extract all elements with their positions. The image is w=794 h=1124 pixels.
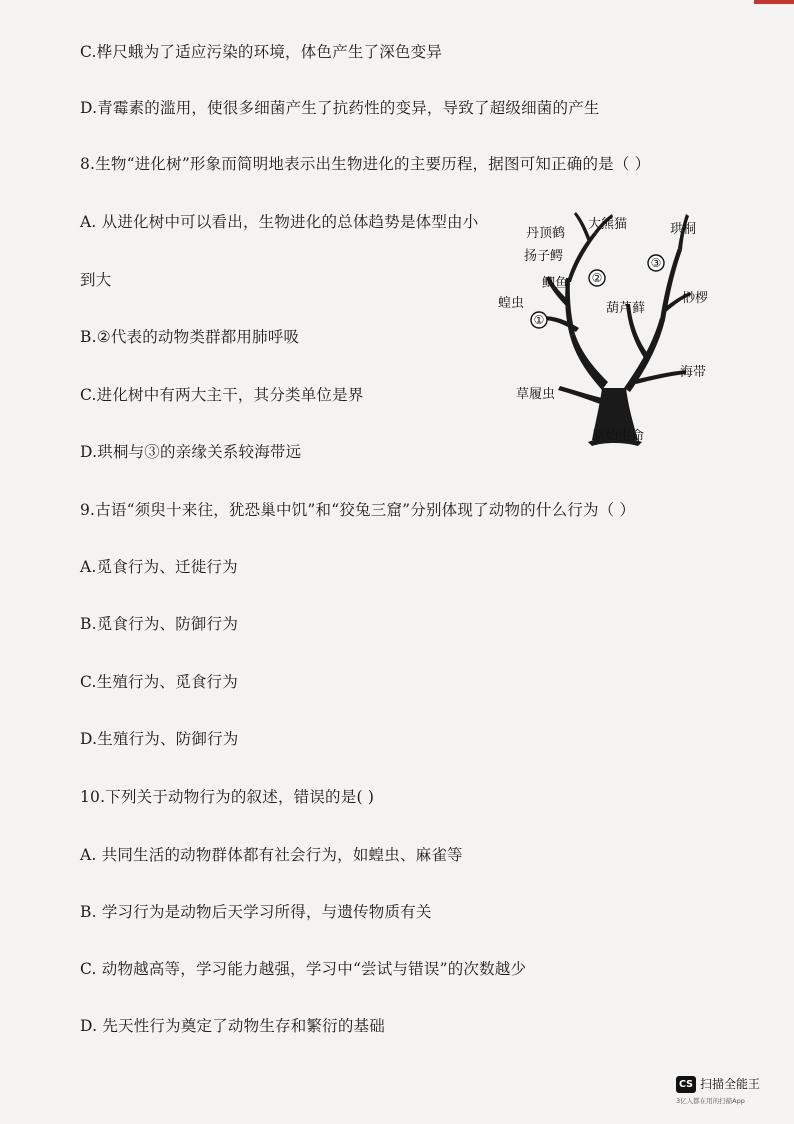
marker-one: ①	[533, 313, 545, 327]
q8-option-b: B.②代表的动物类群都用肺呼吸	[80, 328, 300, 346]
label-huluxian: 葫芦藓	[606, 301, 646, 316]
label-huangchong: 蝗虫	[498, 296, 525, 311]
label-caolüchong: 草履虫	[516, 387, 556, 402]
q7-option-c: C.桦尺蛾为了适应污染的环境，体色产生了深色变异	[80, 43, 443, 61]
evolution-tree-figure	[484, 208, 724, 453]
question-10: 10.下列关于动物行为的叙述，错误的是( )	[80, 788, 375, 806]
q8-option-a-cont: 到大	[80, 271, 112, 289]
scanner-tagline: 3亿人都在用的扫描App	[676, 1097, 745, 1105]
q9-option-b: B.觅食行为、防御行为	[80, 615, 239, 633]
label-gongtong: 珙桐	[670, 222, 697, 237]
marker-two: ②	[591, 271, 603, 285]
q9-option-d: D.生殖行为、防御行为	[80, 730, 239, 748]
q7-option-d: D.青霉素的滥用，使很多细菌产生了抗药性的变异，导致了超级细菌的产生	[80, 99, 600, 117]
q10-option-c: C. 动物越高等，学习能力越强，学习中“尝试与错误”的次数越少	[80, 960, 527, 978]
q9-option-c: C.生殖行为、觅食行为	[80, 673, 238, 691]
scanner-watermark	[676, 1074, 776, 1110]
q10-option-b: B. 学习行为是动物后天学习所得，与遗传物质有关	[80, 903, 432, 921]
q8-option-c: C.进化树中有两大主干，其分类单位是界	[80, 386, 364, 404]
question-8: 8.生物“进化树”形象而简明地表示出生物进化的主要历程，据图可知正确的是（ ）	[80, 155, 651, 173]
q8-option-a: A. 从进化树中可以看出，生物进化的总体趋势是体型由小	[80, 213, 479, 231]
q8-option-d: D.珙桐与③的亲缘关系较海带远	[80, 443, 302, 461]
label-daxiongmao: 大熊猫	[588, 217, 628, 232]
camscanner-logo-icon: CS	[676, 1076, 696, 1093]
label-haidai: 海带	[680, 365, 707, 380]
label-suoluo: 桫椤	[682, 291, 709, 306]
scanner-app-name: 扫描全能王	[700, 1077, 761, 1091]
q10-option-d: D. 先天性行为奠定了动物生存和繁衍的基础	[80, 1017, 385, 1035]
label-danding: 丹顶鹤	[526, 226, 566, 241]
tree-left-branch	[570, 334, 608, 390]
q9-option-a: A.觅食行为、迁徙行为	[80, 558, 238, 576]
scan-edge-mark	[754, 0, 794, 4]
label-yuanshi: 原始生命	[592, 429, 645, 444]
label-yangzie: 扬子鳄	[524, 249, 564, 264]
question-9: 9.古语“须臾十来往，犹恐巢中饥”和“狡兔三窟”分别体现了动物的什么行为（ ）	[80, 501, 636, 519]
q10-option-a: A. 共同生活的动物群体都有社会行为，如蝗虫、麻雀等	[80, 846, 463, 864]
marker-three: ③	[650, 256, 662, 270]
label-jiyu: 鲫鱼	[542, 276, 569, 291]
